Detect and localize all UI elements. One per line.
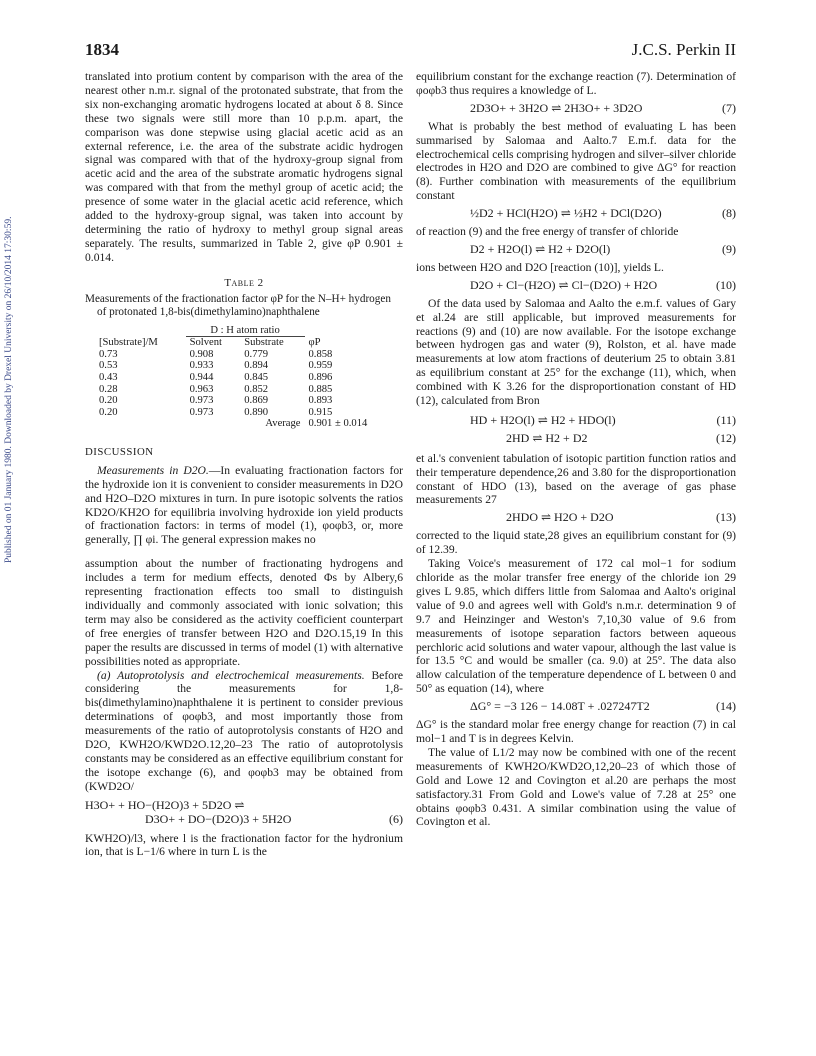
table-row	[95, 407, 395, 419]
table-row	[95, 349, 395, 361]
equation-text: 2HD ⇌ H2 + D2	[506, 430, 588, 445]
table-cell: 0.890	[244, 406, 269, 418]
paragraph-heading: (a) Autoprotolysis and electrochemical measurements.	[97, 668, 365, 682]
page-number: 1834	[85, 40, 119, 59]
equation-text: D2 + H2O(l) ⇌ H2 + D2O(l)	[470, 241, 611, 256]
paragraph: of reaction (9) and the free energy of transfer of chloride	[416, 225, 679, 239]
table-cell: 0.779	[244, 348, 269, 360]
table-cell: 0.73	[99, 348, 118, 360]
equation-text: D3O+ + DO−(D2O)3 + 5H2O	[145, 811, 292, 826]
equation-number: (12)	[716, 430, 736, 445]
table-header: Substrate	[244, 337, 284, 349]
table-cell: 0.896	[308, 371, 333, 383]
equation-number: (8)	[722, 206, 736, 221]
equation-text: ½D2 + HCl(H2O) ⇌ ½H2 + DCl(D2O)	[470, 206, 662, 221]
paragraph-text: Before considering the measurements for 1,8-bis(dimethylamino)naphthalene it is pertinent to consider previous determinations of φoφb3, and most importantly those from measurements of the ratio of autoprotolysis constants of H2O and D2O, KWH2O/KWD2O.12,20–23 The ratio of autoprotolysis constants may be considered as an effective equilibrium constant for the isotope exchange (6), and φoφb3 may be obtained from (KWD2O/	[85, 668, 403, 793]
table-cell: 0.908	[189, 348, 214, 360]
equation-number: (11)	[716, 412, 736, 427]
fractionation-table	[95, 325, 395, 430]
paragraph: Taking Voice's measurement of 172 cal mol−1 for sodium chloride as the molar transfer free energy of the chloride ion 29 gives L 9.85, which differs little from Salomaa and Aalto's original value of 9.0 and agrees well with Gold's n.m.r. determination 9 of 9.7 and Heinzinger and Weston's 7,10,30 value of 9.6 from measurements of isotope separation factors between aqueous perchloric acid solutions and water vapour, although the last value is for 13.5 °C and would be smaller (ca. 9.0) at 25°. The data also allow calculation of the temperature dependence of L between 0 and 50° as equation (14), where	[416, 557, 736, 696]
table-cell: 0.915	[308, 406, 333, 418]
table-cell: 0.944	[189, 371, 214, 383]
equation-text: ΔG° = −3 126 − 14.08T + .027247T2	[470, 699, 650, 714]
paragraph: ΔG° is the standard molar free energy change for reaction (7) in cal mol−1 and T is in degrees Kelvin.	[416, 718, 736, 745]
equation-7	[416, 102, 736, 116]
equation-number: (14)	[716, 699, 736, 714]
table-cell: 0.973	[189, 395, 214, 407]
journal-title: J.C.S. Perkin II	[631, 40, 736, 59]
paragraph: The value of L1/2 may now be combined with one of the recent measurements of KWH2O/KWD2O,12,20–23 of which those of Gold and Lowe 12 and Covington et al.20 are perhaps the most satisfactory.31 From Gold and Lowe's value of 7.28 at 25° one obtains φoφb3 0.431. A similar combination using the value of Covington et al.	[416, 745, 736, 829]
equation-number: (6)	[389, 811, 403, 826]
equation-12	[416, 432, 736, 446]
paragraph-heading: Measurements in D2O.	[97, 463, 209, 477]
paragraph: KWH2O)/l3, where l is the fractionation factor for the hydronium ion, that is L−1/6 where in turn L is the	[85, 831, 403, 859]
left-column	[85, 70, 403, 859]
table-row	[95, 384, 395, 396]
table-cell: 0.933	[189, 360, 214, 372]
section-heading: DISCUSSION	[85, 445, 154, 458]
equation-6	[85, 799, 403, 827]
equation-text: D2O + Cl−(H2O) ⇌ Cl−(D2O) + H2O	[470, 277, 658, 292]
paragraph-text: —In evaluating fractionation factors for the hydroxide ion it is convenient to consider measurements in D2O and H2O–D2O mixtures in turn. In pure isotopic solvents the ratios KD2O/KH2O for equilibria involving hydroxide ion yield products of fractionation factors: in terms of model (1), φoφb3, or, more generally, ∏ φi. The general expression makes no	[85, 463, 403, 547]
table-average-label: Average	[265, 418, 301, 430]
table-header: φP	[308, 336, 321, 348]
table-cell: 0.959	[308, 360, 333, 372]
table-average-value: 0.901 ± 0.014	[308, 418, 368, 430]
table-cell: 0.885	[308, 383, 333, 395]
table-cell: 0.894	[244, 360, 269, 372]
equation-9	[416, 243, 736, 257]
paragraph: assumption about the number of fractionating hydrogens and includes a term for medium effects, denoted Φs by Albery,6 representing fractionation effects too small to distinguish individually and commonly associated with ionic solvation; this term may also be considered as the activity coefficient counterpart of free energies of transfer between H2O and D2O.15,19 In this paper the results are discussed in terms of model (1) with alternative possibilities noted as appropriate.	[85, 557, 403, 668]
table-row	[95, 372, 395, 384]
equation-13	[416, 511, 736, 525]
table-header: [Substrate]/M	[99, 336, 158, 348]
paragraph: translated into protium content by comparison with the area of the nearest other n.m.r. signal of the protonated substrate, that from the six non-exchanging aromatic hydrogens located at about δ 8. Since these two signals were still more than 10 p.p.m. apart, the comparison was done stepwise using glacial acetic acid as an external reference, i.e. the area of the substrate acidic hydrogen signal was compared with that of the hydroxy-group signal from acetic acid and the area of the substrate aromatic hydrogens signal was compared with that from the methyl group of acetic acid; the presence of some water in the glacial acetic acid reference, which added to the hydroxy-group signal, was taken into account by determining the ratio of hydroxy to methyl group signal areas separately. The results, summarized in Table 2, give φP 0.901 ± 0.014.	[85, 70, 403, 264]
table-row	[95, 395, 395, 407]
table-caption: Measurements of the fractionation factor φP for the N–H+ hydrogen of protonated 1,8-bis(dimethylamino)naphthalene	[85, 292, 391, 318]
equation-text: 2D3O+ + 3H2O ⇌ 2H3O+ + 3D2O	[470, 100, 643, 115]
table-cell: 0.53	[99, 360, 118, 372]
table-cell: 0.20	[99, 406, 118, 418]
table-cell: 0.869	[244, 395, 269, 407]
paragraph	[85, 464, 403, 547]
equation-text: 2HDO ⇌ H2O + D2O	[506, 510, 614, 525]
equation-8	[416, 207, 736, 221]
table-cell: 0.963	[189, 383, 214, 395]
equation-number: (7)	[722, 100, 736, 115]
paragraph	[85, 669, 403, 794]
equation-text: HD + H2O(l) ⇌ H2 + HDO(l)	[470, 412, 616, 427]
equation-number: (9)	[722, 241, 736, 256]
table-header: Solvent	[189, 337, 222, 349]
equation-10	[416, 279, 736, 293]
table-cell: 0.858	[308, 348, 333, 360]
table-cell: 0.845	[244, 371, 269, 383]
table-row	[95, 360, 395, 372]
right-column	[416, 70, 736, 829]
equation-text: H3O+ + HO−(H2O)3 + 5D2O ⇌	[85, 797, 245, 812]
table-cell: 0.893	[308, 395, 333, 407]
paragraph: equilibrium constant for the exchange reaction (7). Determination of φoφb3 thus requires a knowledge of L.	[416, 70, 736, 97]
paragraph: What is probably the best method of evaluating L has been summarised by Salomaa and Aalto.7 E.m.f. data for the electrochemical cells comprising hydrogen and silver–silver chloride electrodes in H2O and D2O are combined to give ΔG° for reaction (8). Further combination with measurements of the equilibrium constant	[416, 119, 737, 203]
table-cell: 0.973	[189, 406, 214, 418]
table-group-header: D : H atom ratio	[186, 325, 305, 337]
equation-14	[416, 700, 736, 714]
paragraph: et al.'s convenient tabulation of isotopic partition function ratios and their temperature dependence,26 and 3.80 for the disproportionation constant of HDO (13), based on the average of gas phase measurements 27	[416, 451, 736, 507]
table-cell: 0.28	[99, 383, 118, 395]
table-cell: 0.43	[99, 371, 118, 383]
equation-number: (10)	[716, 277, 736, 292]
table-title: Table 2	[224, 276, 264, 289]
download-watermark: Published on 01 January 1980. Downloaded by Drexel University on 26/10/2014 17:30:59.	[4, 216, 14, 564]
paragraph: corrected to the liquid state,28 gives an equilibrium constant for (9) of 12.39.	[416, 529, 736, 557]
table-average-row	[95, 418, 395, 430]
table-cell: 0.20	[99, 395, 118, 407]
equation-11	[416, 414, 736, 428]
table-cell: 0.852	[244, 383, 269, 395]
paragraph: ions between H2O and D2O [reaction (10)], yields L.	[416, 260, 664, 274]
equation-number: (13)	[716, 510, 736, 525]
paragraph: Of the data used by Salomaa and Aalto the e.m.f. values of Gary et al.24 are still applicable, but improved measurements for reactions (9) and (10) are now available. For the isotope exchange between hydrogen gas and water (9), Rolston, et al. have made measurements at low atom fractions of deuterium 25 to obtain 3.81 as equilibrium constant at 25° for the exchange (11), which, when combined with K 3.26 for the disproportionation constant of HD (12), calculated from Bron	[416, 296, 736, 408]
